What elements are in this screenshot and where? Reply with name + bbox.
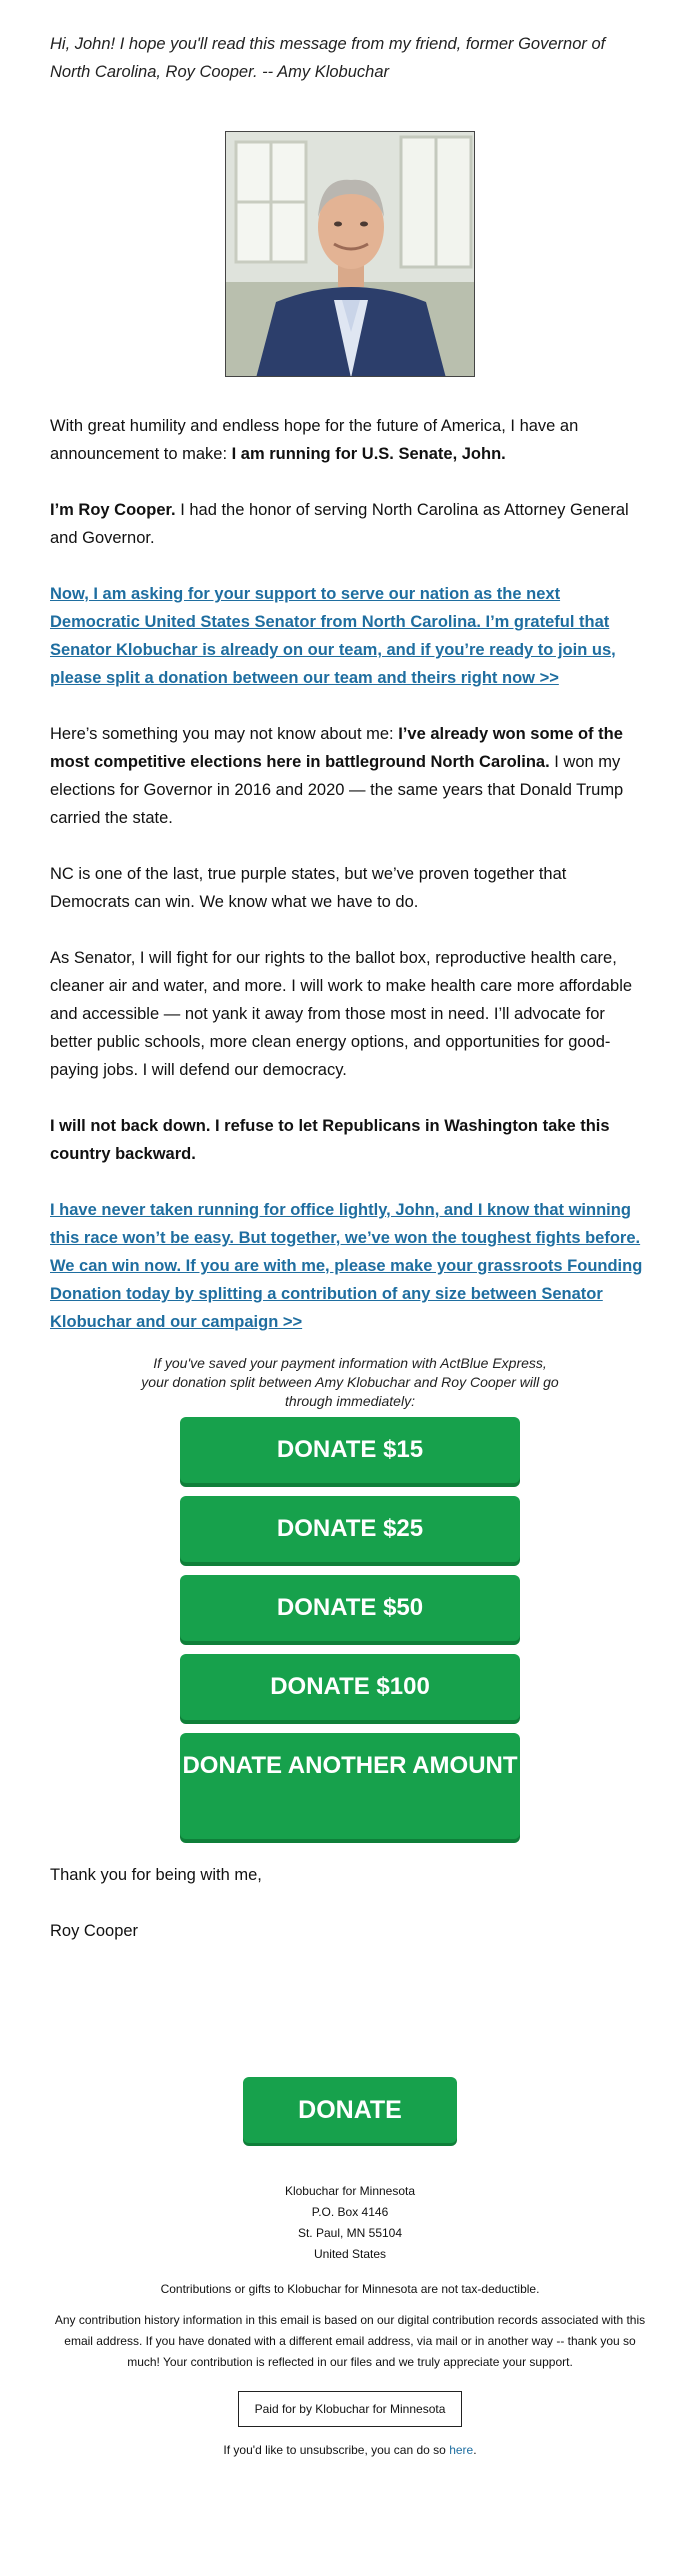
intro-note: Hi, John! I hope you'll read this message from my friend, former Governor of North Carolina, Roy Cooper. -- Amy Klobuchar <box>50 35 606 81</box>
senate-goals-paragraph: As Senator, I will fight for our rights to the ballot box, reproductive health care, cleaner air and water, and more. I will work to make health care more affordable and accessible — not yank it away from those most in need. I’ll advocate for better public schools, more clean energy options, and opportunities for good-paying jobs. I will defend our democracy. <box>50 949 633 1079</box>
announcement-text: With great humility and endless hope for the future of America, I have an announcement to make: <box>50 417 579 463</box>
footer-city: St. Paul, MN 55104 <box>297 2226 403 2240</box>
candidate-portrait-icon <box>226 132 475 377</box>
paid-for-box: Paid for by Klobuchar for Minnesota <box>238 2391 463 2427</box>
candidate-photo <box>225 131 475 377</box>
donate-15-button[interactable]: DONATE $15 <box>180 1417 520 1483</box>
unsubscribe-text: If you'd like to unsubscribe, you can do so <box>223 2443 450 2457</box>
purple-state-paragraph: NC is one of the last, true purple states, but we’ve proven together that Democrats can win. We know what we have to do. <box>50 865 567 911</box>
donation-link-2[interactable]: I have never taken running for office lightly, John, and I know that winning this race won’t be easy. But together, we’ve won the toughest fights before. We can win now. If you are with me, please make your grassroots Founding Donation today by splitting a contribution of any size between Senator Klobuchar and our campaign >> <box>50 1201 643 1331</box>
announcement-paragraph <box>50 412 650 468</box>
donate-other-amount-button[interactable]: DONATE ANOTHER AMOUNT <box>180 1733 520 1839</box>
intro-bold: I’m Roy Cooper. <box>50 501 176 519</box>
unsubscribe-end: . <box>473 2443 477 2457</box>
footer-tax-note: Contributions or gifts to Klobuchar for Minnesota are not tax-deductible. <box>160 2282 540 2296</box>
announcement-bold: I am running for U.S. Senate, John. <box>231 445 506 463</box>
unsubscribe-line <box>0 2443 700 2457</box>
donation-link-1[interactable]: Now, I am asking for your support to serve our nation as the next Democratic United States Senator from North Carolina. I’m grateful that Senator Klobuchar is already on our team, and if you’re ready to join us, please split a donation between our team and theirs right now >> <box>50 585 616 687</box>
unsubscribe-link[interactable]: here <box>449 2443 474 2457</box>
intro-text: I had the honor of serving North Carolina as Attorney General and Governor. <box>50 501 629 547</box>
donate-25-button[interactable]: DONATE $25 <box>180 1496 520 1562</box>
donate-50-button[interactable]: DONATE $50 <box>180 1575 520 1641</box>
footer <box>0 2181 700 2457</box>
actblue-express-note: If you've saved your payment information with ActBlue Express, your donation split between Amy Klobuchar and Roy Cooper will go through immediately: <box>141 1355 559 1409</box>
elections-bold: I’ve already won some of the most competitive elections here in battleground North Carolina. <box>50 725 623 771</box>
elections-text-2: I won my elections for Governor in 2016 and 2020 — the same years that Donald Trump carried the state. <box>50 753 624 827</box>
footer-country: United States <box>313 2247 387 2261</box>
footer-po-box: P.O. Box 4146 <box>311 2205 389 2219</box>
footer-donate-button[interactable]: DONATE <box>243 2077 457 2143</box>
footer-history-note: Any contribution history information in this email is based on our digital contribution records associated with this email address. If you have donated with a different email address, via mail or in another way -- thank you so much! Your contribution is reflected in our files and we truly appreciate your support. <box>54 2313 646 2369</box>
donate-100-button[interactable]: DONATE $100 <box>180 1654 520 1720</box>
footer-org: Klobuchar for Minnesota <box>284 2184 416 2198</box>
elections-text: Here’s something you may not know about me: <box>50 725 399 743</box>
no-back-down-paragraph: I will not back down. I refuse to let Republicans in Washington take this country backward. <box>50 1117 610 1163</box>
signature: Roy Cooper <box>50 1922 139 1940</box>
email-body <box>0 30 700 2457</box>
elections-paragraph <box>50 720 650 832</box>
thanks-line: Thank you for being with me, <box>50 1866 262 1884</box>
intro-paragraph <box>50 496 650 552</box>
